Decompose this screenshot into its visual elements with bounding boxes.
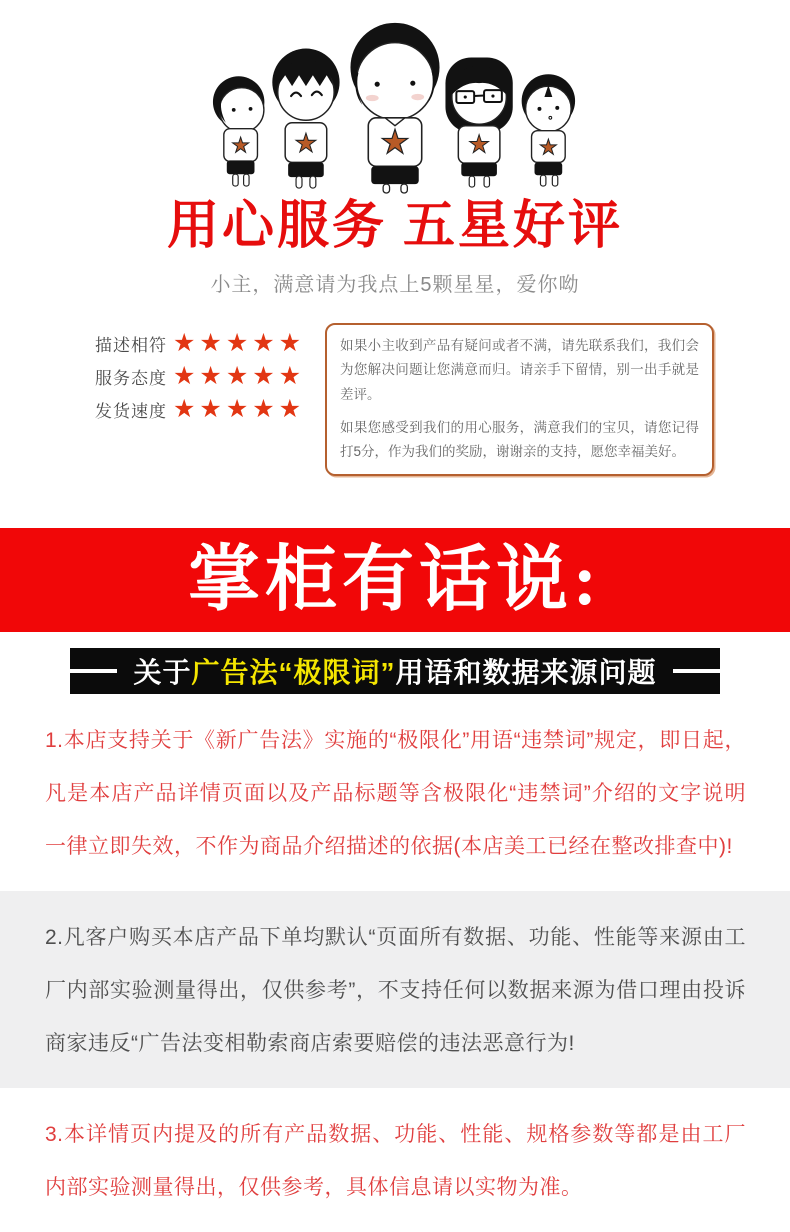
notice-paragraph-1: 如果小主收到产品有疑问或者不满，请先联系我们，我们会为您解决问题让您满意而归。请亲手下留情，别一出手就是差评。 [340,334,699,407]
five-stars-icon: ★★★★★ [173,364,305,389]
rating-row-service [95,360,313,393]
ratings-section [0,323,790,476]
heading-part-1: 关于 [133,651,191,691]
promo-page [0,6,790,1061]
rating-rows [95,323,313,426]
seller-notice-bubble [325,323,714,476]
terms-paragraph-3: 3.本详情页内提及的所有产品数据、功能、性能、规格参数等都是由工厂内部实验测量得出，仅供参考，具体信息请以实物为准。 [0,1088,790,1232]
page-subtitle: 小主，满意请为我点上5颗星星，爱你呦 [0,268,790,297]
kid-5 [522,74,575,186]
terms-paragraph-1: 1.本店支持关于《新广告法》实施的“极限化”用语“违禁词”规定，即日起，凡是本店产品详情页面以及产品标题等含极限化“违禁词”介绍的文字说明一律立即失效，不作为商品介绍描述的依据(本店美工已经在整改排查中)! [0,694,790,891]
right-dash-line [673,669,725,673]
page-title: 用心服务 五星好评 [0,196,790,258]
rating-label: 服务态度 [95,364,173,389]
kid-3 [350,23,439,193]
shopkeeper-banner: 掌柜有话说: [0,528,790,632]
rating-row-description [95,327,313,360]
five-stars-icon: ★★★★★ [173,331,305,356]
rating-row-shipping [95,393,313,426]
terms-paragraph-2: 2.凡客户购买本店产品下单均默认“页面所有数据、功能、性能等来源由工厂内部实验测量得出，仅供参考”，不支持任何以数据来源为借口理由投诉商家违反“广告法变相勒索商店索要赔偿的违法恶意行为! [0,891,790,1088]
left-dash-line [65,669,117,673]
five-kids-illustration-icon [180,6,610,194]
notice-paragraph-2: 如果您感受到我们的用心服务，满意我们的宝贝，请您记得打5分，作为我们的奖励，谢谢亲的支持，愿您幸福美好。 [340,416,699,465]
kid-2 [272,49,339,189]
heading-part-yellow: 广告法“极限词” [192,651,396,691]
heading-part-2: 用语和数据来源问题 [396,651,657,691]
five-stars-icon: ★★★★★ [173,397,305,422]
rating-label: 发货速度 [95,397,173,422]
rating-label: 描述相符 [95,331,173,356]
kid-4 [445,57,512,187]
ad-law-heading-bar [70,648,720,694]
kid-1 [213,76,264,186]
